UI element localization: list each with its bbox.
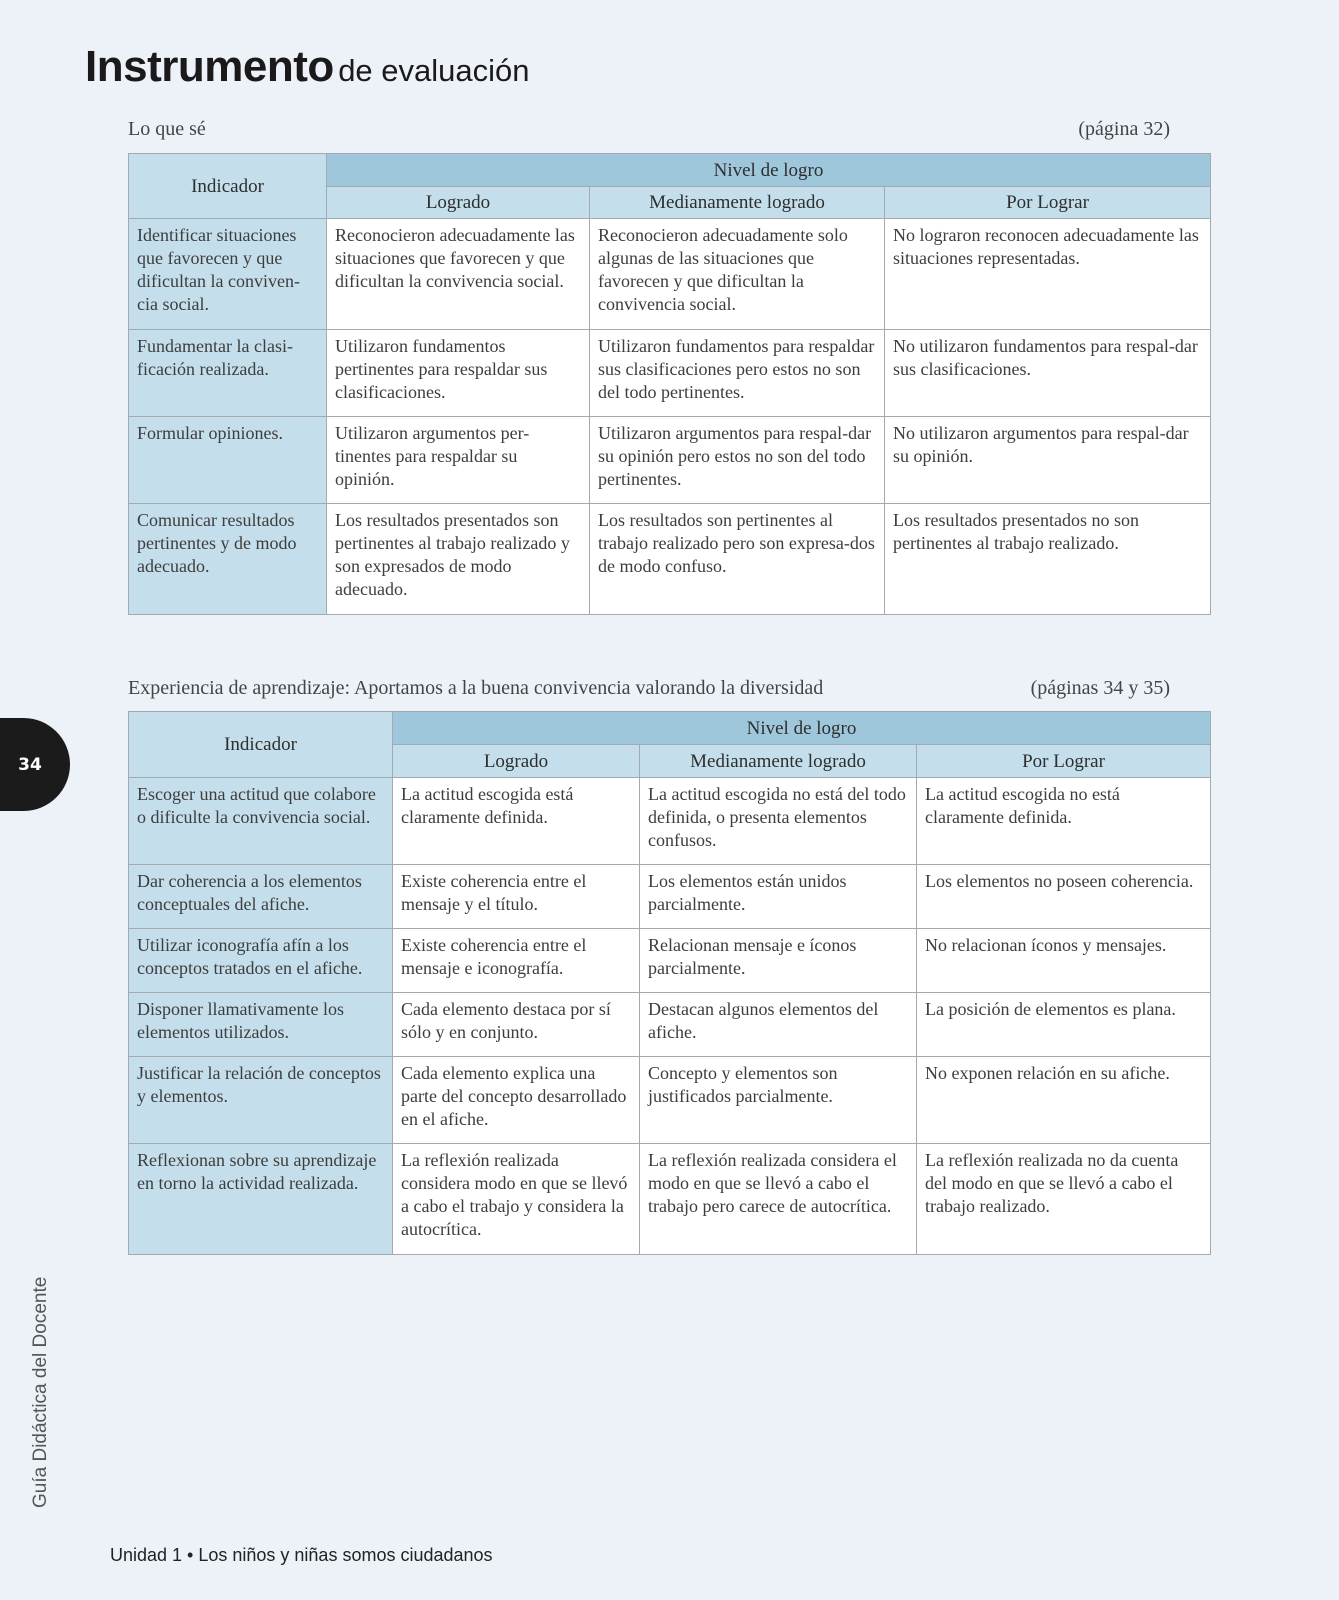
header-medianamente-logrado: Medianamente logrado — [590, 187, 885, 219]
rubric-table-lo-que-se — [128, 153, 1211, 615]
header-medianamente-logrado: Medianamente logrado — [640, 745, 917, 778]
section2-heading — [128, 677, 1192, 700]
por-lograr-cell: No exponen relación en su afiche. — [917, 1057, 1211, 1144]
table-row — [129, 929, 1211, 993]
logrado-cell: Reconocieron adecuadamente las situaciones que favorecen y que dificultan la convivencia social. — [327, 219, 590, 330]
indicador-cell: Comunicar resultados pertinentes y de modo adecuado. — [129, 504, 327, 615]
section1-page-ref: (página 32) — [1078, 118, 1170, 140]
medianamente-cell: Relacionan mensaje e íconos parcialmente. — [640, 929, 917, 993]
logrado-cell: Utilizaron fundamentos pertinentes para respaldar sus clasificaciones. — [327, 330, 590, 417]
page-title-strong: Instrumento — [85, 42, 334, 91]
por-lograr-cell: No utilizaron fundamentos para respal-dar sus clasificaciones. — [885, 330, 1211, 417]
medianamente-cell: Utilizaron argumentos para respal-dar su opinión pero estos no son del todo pertinentes. — [590, 417, 885, 504]
medianamente-cell: Destacan algunos elementos del afiche. — [640, 993, 917, 1057]
medianamente-cell: Concepto y elementos son justificados parcialmente. — [640, 1057, 917, 1144]
rubric-table-experiencia — [128, 711, 1211, 1255]
page-title-light: de evaluación — [338, 53, 530, 88]
table-row — [129, 504, 1211, 615]
table-row — [129, 993, 1211, 1057]
page-title — [85, 42, 530, 92]
table-row — [129, 1144, 1211, 1255]
section1-heading — [128, 118, 1192, 141]
section1-label: Lo que sé — [128, 118, 206, 140]
section2-label: Experiencia de aprendizaje: Aportamos a la buena convivencia valorando la diversidad — [128, 677, 824, 699]
table-row — [129, 1057, 1211, 1144]
medianamente-cell: Utilizaron fundamentos para respaldar sus clasificaciones pero estos no son del todo pertinentes. — [590, 330, 885, 417]
indicador-cell: Formular opiniones. — [129, 417, 327, 504]
por-lograr-cell: La reflexión realizada no da cuenta del modo en que se llevó a cabo el trabajo realizado. — [917, 1144, 1211, 1255]
logrado-cell: Cada elemento explica una parte del concepto desarrollado en el afiche. — [393, 1057, 640, 1144]
indicador-cell: Escoger una actitud que colabore o dificulte la convivencia social. — [129, 778, 393, 865]
logrado-cell: Existe coherencia entre el mensaje e iconografía. — [393, 929, 640, 993]
table-row — [129, 417, 1211, 504]
header-logrado: Logrado — [393, 745, 640, 778]
por-lograr-cell: La posición de elementos es plana. — [917, 993, 1211, 1057]
header-por-lograr: Por Lograr — [885, 187, 1211, 219]
indicador-cell: Justificar la relación de conceptos y elementos. — [129, 1057, 393, 1144]
indicador-cell: Utilizar iconografía afín a los conceptos tratados en el afiche. — [129, 929, 393, 993]
page-number-tab — [0, 718, 70, 811]
logrado-cell: La reflexión realizada considera modo en que se llevó a cabo el trabajo y considera la autocrítica. — [393, 1144, 640, 1255]
guide-label: Guía Didáctica del Docente — [30, 1276, 51, 1508]
logrado-cell: Utilizaron argumentos per-tinentes para respaldar su opinión. — [327, 417, 590, 504]
table-row — [129, 865, 1211, 929]
header-indicador: Indicador — [129, 154, 327, 219]
por-lograr-cell: Los elementos no poseen coherencia. — [917, 865, 1211, 929]
header-nivel-de-logro: Nivel de logro — [327, 154, 1211, 187]
por-lograr-cell: La actitud escogida no está claramente definida. — [917, 778, 1211, 865]
header-nivel-de-logro: Nivel de logro — [393, 712, 1211, 745]
header-logrado: Logrado — [327, 187, 590, 219]
header-por-lograr: Por Lograr — [917, 745, 1211, 778]
por-lograr-cell: No utilizaron argumentos para respal-dar su opinión. — [885, 417, 1211, 504]
logrado-cell: Cada elemento destaca por sí sólo y en conjunto. — [393, 993, 640, 1057]
medianamente-cell: La actitud escogida no está del todo definida, o presenta elementos confusos. — [640, 778, 917, 865]
medianamente-cell: Reconocieron adecuadamente solo algunas de las situaciones que favorecen y que dificultan la convivencia social. — [590, 219, 885, 330]
header-indicador: Indicador — [129, 712, 393, 778]
logrado-cell: Los resultados presentados son pertinentes al trabajo realizado y son expresados de modo adecuado. — [327, 504, 590, 615]
footer-unit-label: Unidad 1 • Los niños y niñas somos ciudadanos — [110, 1545, 493, 1565]
logrado-cell: La actitud escogida está claramente definida. — [393, 778, 640, 865]
indicador-cell: Identificar situaciones que favorecen y que dificultan la conviven-cia social. — [129, 219, 327, 330]
medianamente-cell: La reflexión realizada considera el modo en que se llevó a cabo el trabajo pero carece de autocrítica. — [640, 1144, 917, 1255]
logrado-cell: Existe coherencia entre el mensaje y el título. — [393, 865, 640, 929]
medianamente-cell: Los resultados son pertinentes al trabajo realizado pero son expresa-dos de modo confuso. — [590, 504, 885, 615]
medianamente-cell: Los elementos están unidos parcialmente. — [640, 865, 917, 929]
table-row — [129, 330, 1211, 417]
por-lograr-cell: No relacionan íconos y mensajes. — [917, 929, 1211, 993]
indicador-cell: Dar coherencia a los elementos conceptuales del afiche. — [129, 865, 393, 929]
indicador-cell: Fundamentar la clasi-ficación realizada. — [129, 330, 327, 417]
por-lograr-cell: Los resultados presentados no son pertinentes al trabajo realizado. — [885, 504, 1211, 615]
table-row — [129, 778, 1211, 865]
indicador-cell: Disponer llamativamente los elementos utilizados. — [129, 993, 393, 1057]
por-lograr-cell: No lograron reconocen adecuadamente las situaciones representadas. — [885, 219, 1211, 330]
indicador-cell: Reflexionan sobre su aprendizaje en torno la actividad realizada. — [129, 1144, 393, 1255]
section2-page-ref: (páginas 34 y 35) — [1030, 677, 1170, 699]
table-row — [129, 219, 1211, 330]
page-number: 34 — [18, 754, 42, 775]
